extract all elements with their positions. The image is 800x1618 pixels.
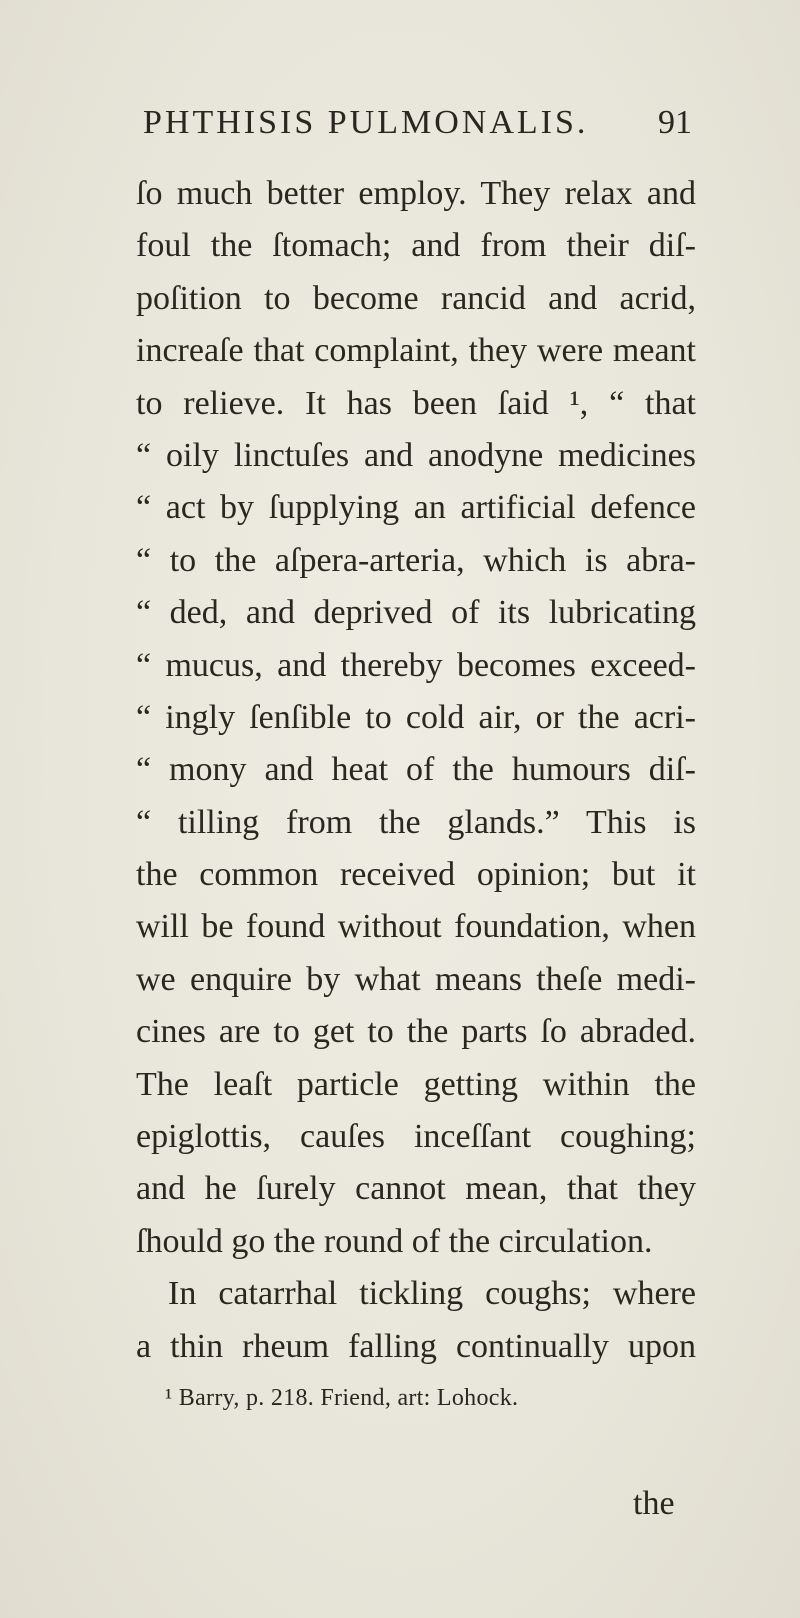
text-line: foul the ſtomach; and from their diſ- bbox=[136, 227, 696, 265]
text-line: will be found without foundation, when bbox=[136, 908, 696, 946]
text-line: and he ſurely cannot mean, that they bbox=[136, 1170, 696, 1208]
text-line: “ mucus, and thereby becomes exceed- bbox=[136, 646, 696, 684]
text-line: The leaſt particle getting within the bbox=[136, 1065, 696, 1103]
page-number: 91 bbox=[658, 104, 692, 141]
text-line: we enquire by what means theſe medi- bbox=[136, 960, 696, 998]
text-line: “ to the aſpera-arteria, which is abra- bbox=[136, 541, 696, 579]
catchword: the bbox=[633, 1485, 675, 1522]
text-line: “ tilling from the glands.” This is bbox=[136, 803, 696, 841]
text-line: a thin rheum falling continually upon bbox=[136, 1327, 696, 1365]
text-line: increaſe that complaint, they were meant bbox=[136, 332, 696, 370]
body-text bbox=[136, 168, 696, 1373]
text-line: “ ingly ſenſible to cold air, or the acri- bbox=[136, 698, 696, 736]
text-line: cines are to get to the parts ſo abraded. bbox=[136, 1013, 696, 1051]
text-line: the common received opinion; but it bbox=[136, 856, 696, 894]
text-line: epiglottis, cauſes inceſſant coughing; bbox=[136, 1118, 696, 1156]
text-line: “ oily linctuſes and anodyne medicines bbox=[136, 436, 696, 474]
footnote: ¹ Barry, p. 218. Friend, art: Lohock. bbox=[165, 1385, 519, 1411]
text-line: to relieve. It has been ſaid ¹, “ that bbox=[136, 384, 696, 422]
text-line: In catarrhal tickling coughs; where bbox=[168, 1275, 696, 1313]
running-header bbox=[143, 104, 692, 142]
text-line: “ act by ſupplying an artificial defence bbox=[136, 489, 696, 527]
text-line: “ mony and heat of the humours diſ- bbox=[136, 751, 696, 789]
running-title: PHTHISIS PULMONALIS. bbox=[143, 104, 589, 141]
text-line: poſition to become rancid and acrid, bbox=[136, 279, 696, 317]
text-line: ſhould go the round of the circulation. bbox=[136, 1222, 653, 1260]
text-line: ſo much better employ. They relax and bbox=[136, 175, 696, 212]
text-line: “ ded, and deprived of its lubricating bbox=[136, 594, 696, 632]
